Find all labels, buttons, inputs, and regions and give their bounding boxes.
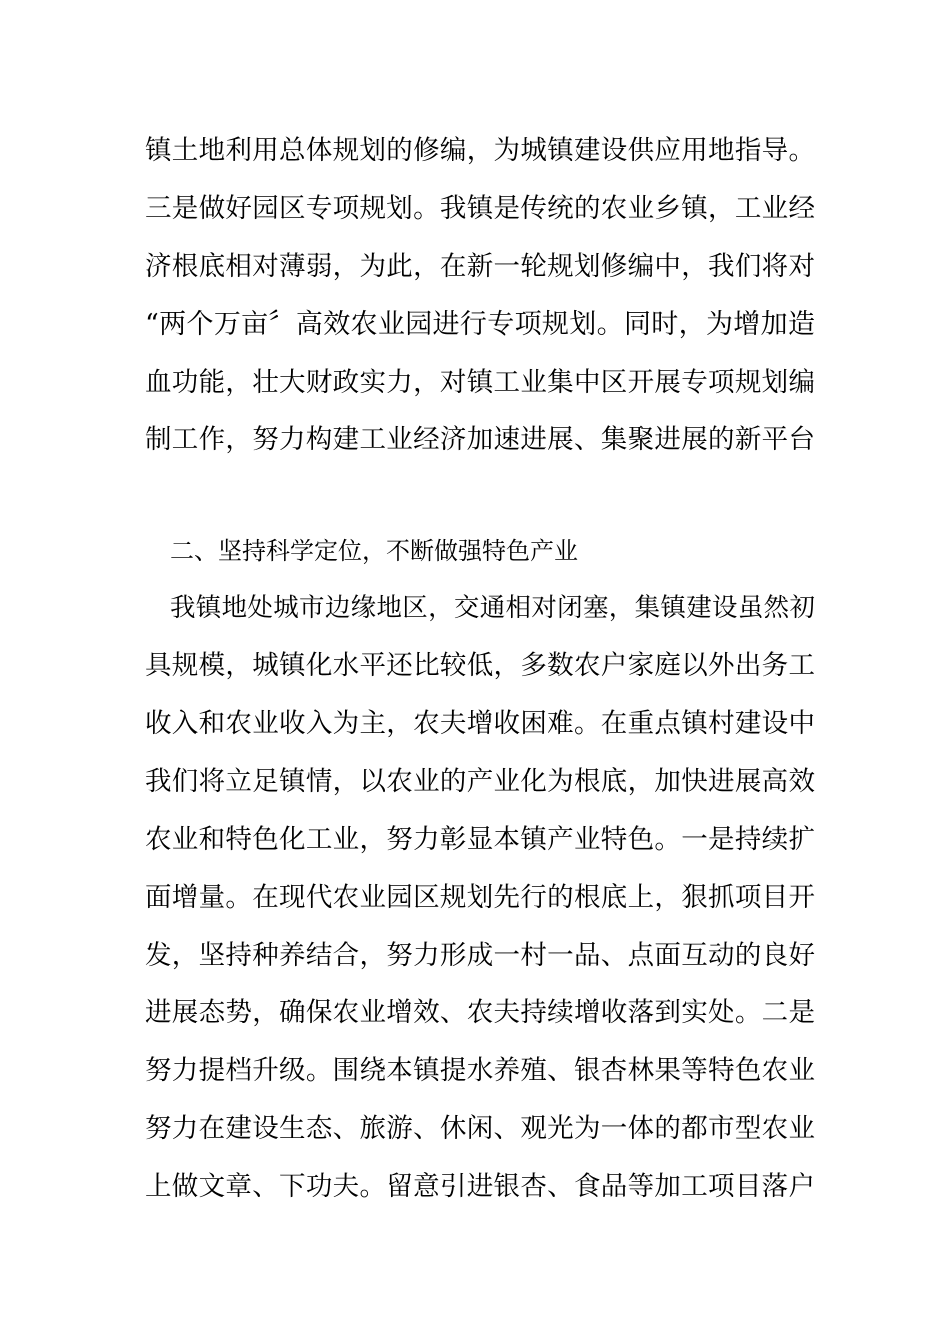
paragraph-1-line-6: 制工作，努力构建工业经济加速进展、集聚进展的新平台 — [145, 424, 815, 455]
paragraph-2-line-8: 进展态势，确保农业增效、农夫持续增收落到实处。二是 — [145, 997, 815, 1028]
paragraph-2-line-10: 努力在建设生态、旅游、休闲、观光为一体的都市型农业 — [145, 1113, 815, 1144]
paragraph-2-line-7: 发，坚持种养结合，努力形成一村一品、点面互动的良好 — [145, 940, 815, 971]
paragraph-2-line-6: 面增量。在现代农业园区规划先行的根底上，狠抓项目开 — [145, 882, 815, 913]
paragraph-1-line-5: 血功能，壮大财政实力，对镇工业集中区开展专项规划编 — [145, 367, 815, 398]
paragraph-2-line-1: 我镇地处城市边缘地区，交通相对闭塞，集镇建设虽然初 — [170, 593, 815, 623]
paragraph-1-line-1: 镇土地利用总体规划的修编，为城镇建设供应用地指导。 — [145, 135, 815, 166]
paragraph-2-line-9: 努力提档升级。围绕本镇提水养殖、银杏林果等特色农业 — [145, 1055, 815, 1086]
paragraph-2-line-5: 农业和特色化工业，努力彰显本镇产业特色。一是持续扩 — [145, 824, 815, 855]
paragraph-1-line-3: 济根底相对薄弱，为此，在新一轮规划修编中，我们将对 — [145, 251, 815, 282]
paragraph-2-line-2: 具规模，城镇化水平还比较低，多数农户家庭以外出务工 — [145, 650, 815, 681]
paragraph-2-line-11: 上做文章、下功夫。留意引进银杏、食品等加工项目落户 — [145, 1171, 815, 1202]
section-heading: 二、坚持科学定位，不断做强特色产业 — [170, 537, 578, 565]
paragraph-2-line-3: 收入和农业收入为主，农夫增收困难。在重点镇村建设中 — [145, 708, 815, 739]
paragraph-2-line-4: 我们将立足镇情，以农业的产业化为根底，加快进展高效 — [145, 766, 815, 797]
paragraph-1-line-2: 三是做好园区专项规划。我镇是传统的农业乡镇，工业经 — [145, 193, 815, 224]
paragraph-1-line-4: “两个万亩〞高效农业园进行专项规划。同时，为增加造 — [145, 309, 815, 340]
